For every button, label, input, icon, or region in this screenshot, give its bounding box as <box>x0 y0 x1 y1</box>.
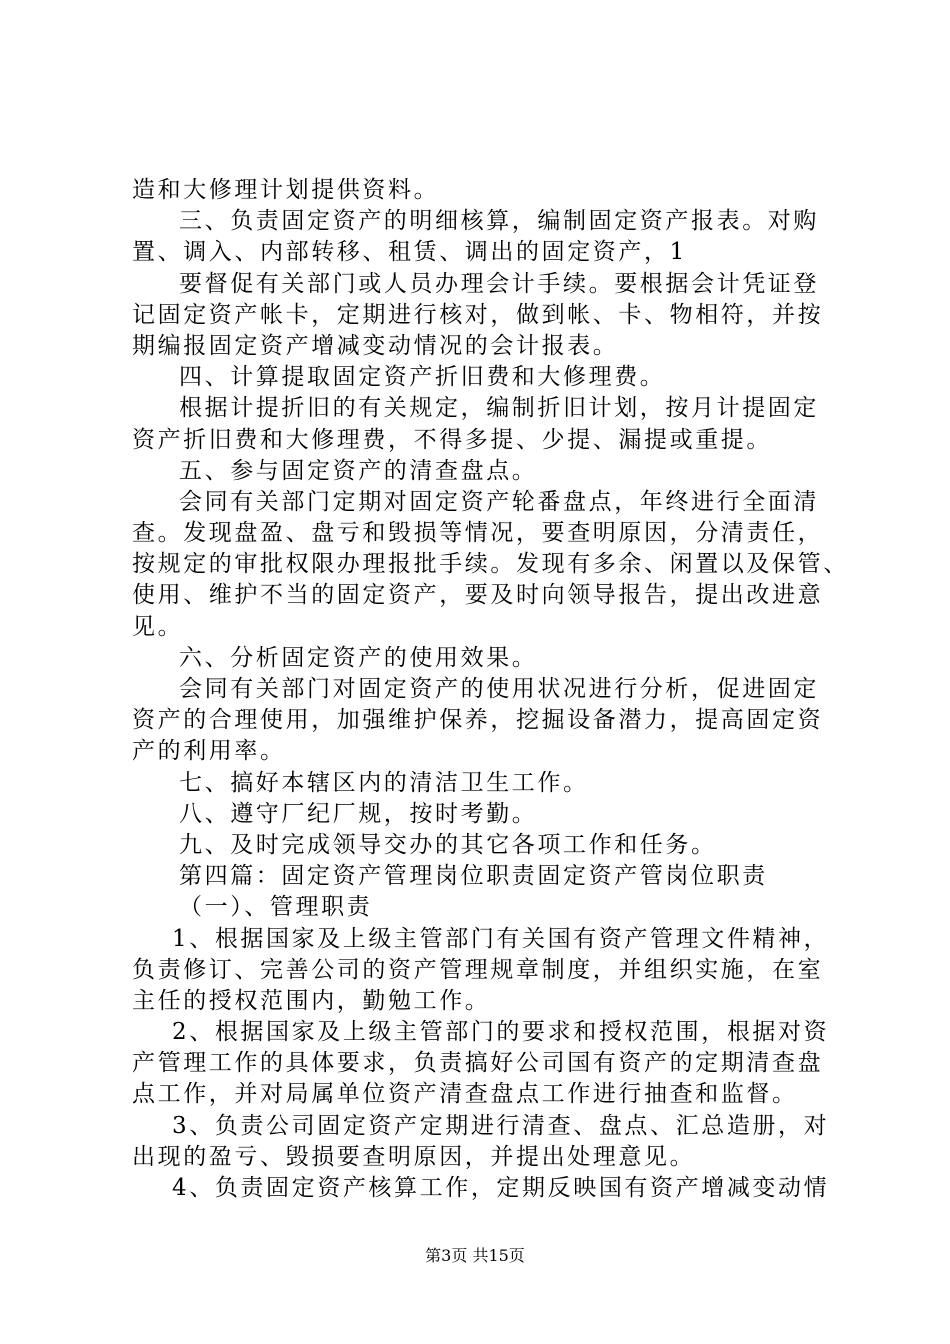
text-line: 第四篇：固定资产管理岗位职责固定资产管岗位职责 <box>179 863 768 890</box>
text-line: 资产的合理使用，加强维护保养，挖掘设备潜力，提高固定资 <box>132 707 824 734</box>
text-line: 会同有关部门定期对固定资产轮番盘点，年终进行全面清 <box>179 488 819 515</box>
text-line: 负责修订、完善公司的资产管理规章制度，并组织实施，在室 <box>132 956 824 983</box>
text-line: 主任的授权范围内，勤勉工作。 <box>132 987 491 1014</box>
text-line: 出现的盈亏、毁损要查明原因，并提出处理意见。 <box>132 1143 696 1170</box>
text-line: 产的利用率。 <box>132 738 286 765</box>
text-line: 三、负责固定资产的明细核算，编制固定资产报表。对购 <box>179 208 819 235</box>
text-line: 使用、维护不当的固定资产，要及时向领导报告，提出改进意 <box>132 582 824 609</box>
text-line: 3、负责公司固定资产定期进行清查、盘点、汇总造册，对 <box>172 1112 830 1139</box>
text-line: 九、及时完成领导交办的其它各项工作和任务。 <box>179 831 717 858</box>
text-line: 见。 <box>132 613 184 640</box>
text-line: 六、分析固定资产的使用效果。 <box>179 644 538 671</box>
text-line: 五、参与固定资产的清查盘点。 <box>179 457 538 484</box>
text-line: 点工作，并对局属单位资产清查盘点工作进行抽查和监督。 <box>132 1081 798 1108</box>
text-line: 根据计提折旧的有关规定，编制折旧计划，按月计提固定 <box>179 395 819 422</box>
page-footer: 第3页 共15页 <box>425 1246 525 1265</box>
text-line: 造和大修理计划提供资料。 <box>132 177 440 203</box>
text-line: 4、负责固定资产核算工作，定期反映国有资产增减变动情 <box>172 1175 830 1201</box>
text-line: 产管理工作的具体要求，负责搞好公司国有资产的定期清查盘 <box>132 1050 824 1077</box>
text-line: 四、计算提取固定资产折旧费和大修理费。 <box>179 364 666 391</box>
text-line: 记固定资产帐卡，定期进行核对，做到帐、卡、物相符，并按 <box>132 301 824 328</box>
text-line: 期编报固定资产增减变动情况的会计报表。 <box>132 332 619 359</box>
text-line: 资产折旧费和大修理费，不得多提、少提、漏提或重提。 <box>132 426 772 453</box>
text-line: 八、遵守厂纪厂规，按时考勤。 <box>179 800 538 827</box>
text-line: 置、调入、内部转移、租赁、调出的固定资产，1 <box>132 239 687 266</box>
text-line: 要督促有关部门或人员办理会计手续。要根据会计凭证登 <box>179 270 819 297</box>
text-line: （一）、管理职责 <box>179 894 373 921</box>
text-line: 七、搞好本辖区内的清洁卫生工作。 <box>179 769 589 796</box>
document-body <box>132 175 849 1204</box>
text-line: 按规定的审批权限办理报批手续。发现有多余、闲置以及保管、 <box>132 551 849 578</box>
text-line: 2、根据国家及上级主管部门的要求和授权范围，根据对资 <box>172 1019 830 1046</box>
text-line: 1、根据国家及上级主管部门有关国有资产管理文件精神， <box>172 925 830 952</box>
text-line: 查。发现盘盈、盘亏和毁损等情况，要查明原因，分清责任， <box>132 520 824 547</box>
text-line: 会同有关部门对固定资产的使用状况进行分析，促进固定 <box>179 676 819 702</box>
